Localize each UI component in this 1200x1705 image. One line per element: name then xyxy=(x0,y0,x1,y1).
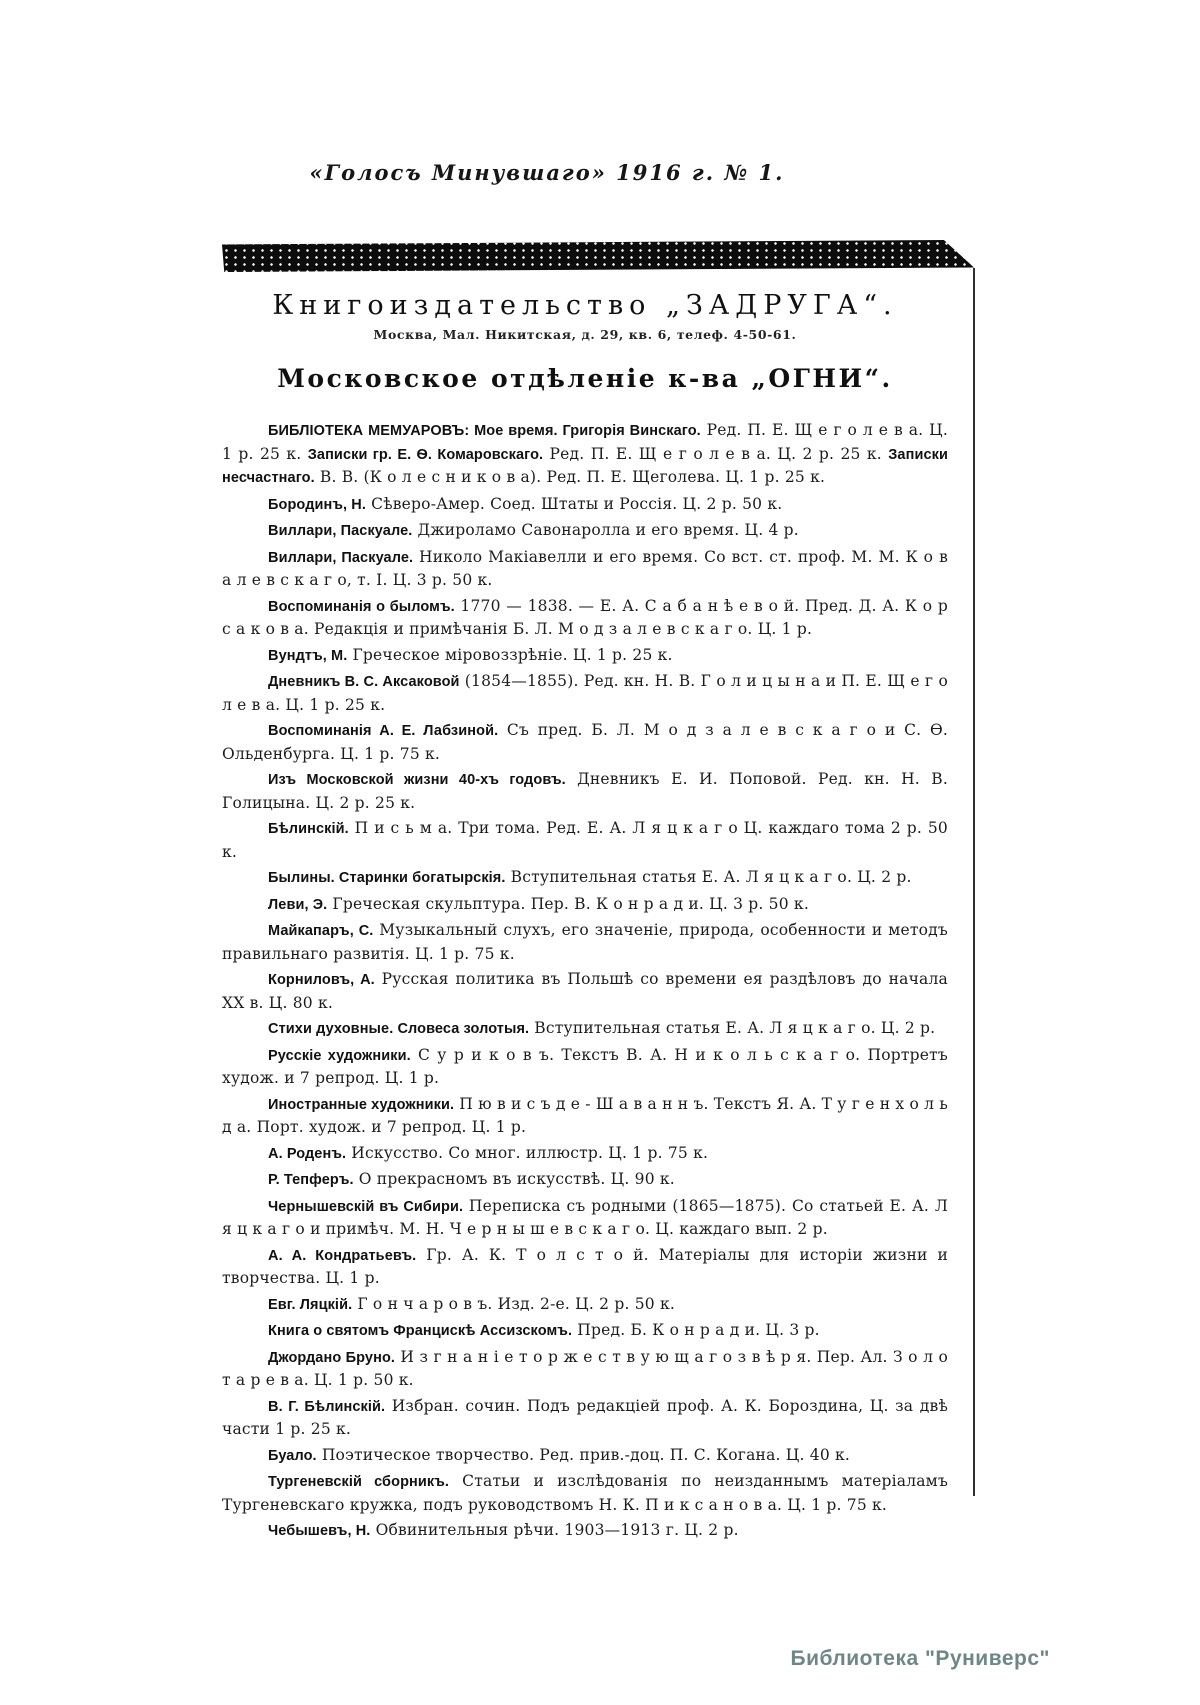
entry-title: Дневникъ В. С. Аксаковой xyxy=(268,674,460,690)
entry-details: Вступительная статья Е. А. Л я ц к а г о. Ц. 2 р. xyxy=(529,1019,936,1037)
catalog-entry xyxy=(222,1044,948,1090)
entry-title: Изъ Московской жизни 40-хъ годовъ. xyxy=(268,772,566,788)
entry-title: Записки гр. Е. Ѳ. Комаровскаго. xyxy=(307,446,544,463)
entry-details: Обвинительныя рѣчи. 1903—1913 г. Ц. 2 р. xyxy=(370,1521,739,1539)
entry-details: Русская политика въ Польшѣ со времени ея раздѣловъ до начала XX в. Ц. 80 к. xyxy=(222,970,948,1012)
entry-title: Бѣлинскій. xyxy=(268,821,349,837)
entry-title: Иностранные художники. xyxy=(268,1096,455,1113)
entry-details: Дневникъ Е. И. Поповой. Ред. кн. Н. В. Голицына. Ц. 2 р. 25 к. xyxy=(222,770,948,812)
entry-title: Бородинъ, Н. xyxy=(268,496,367,513)
section-heading: Московское отдѣленіе к-ва „ОГНИ“. xyxy=(277,364,893,393)
catalog-entry xyxy=(222,670,948,716)
entry-details: Г о н ч а р о в ъ. Изд. 2-е. Ц. 2 р. 50 к. xyxy=(352,1294,675,1313)
entry-details: Музыкальный слухъ, его значеніе, природа, особенности и методъ правильнаго развитія. Ц. 1 р. 75 к. xyxy=(222,921,948,963)
entry-title: Вундтъ, М. xyxy=(268,647,348,664)
catalog-entry xyxy=(222,595,948,641)
entry-title: А. А. Кондратьевъ. xyxy=(268,1247,417,1264)
entry-title: Стихи духовные. Словеса золотыя. xyxy=(268,1021,530,1037)
catalog-entry xyxy=(222,1470,948,1516)
entry-details: П ю в и с ъ д е - Ш а в а н н ъ. Текстъ Я. А. Т у г е н х о л ь д а. Порт. худож. и 7 репрод. Ц. 1 р. xyxy=(222,1094,948,1136)
advertisement-content xyxy=(222,290,948,1546)
entry-title: Р. Тепферъ. xyxy=(268,1172,354,1188)
catalog-entry xyxy=(222,493,948,517)
catalog-entries xyxy=(222,419,948,1543)
catalog-entry xyxy=(222,893,948,917)
entry-details: Николо Макіавелли и его время. Со вст. ст. проф. М. М. К о в а л е в с к а г о, т. I. Ц. 3 р. 50 к. xyxy=(222,547,949,589)
catalog-entry xyxy=(222,817,948,863)
entry-details: Пред. Б. К о н р а д и. Ц. 3 р. xyxy=(572,1321,820,1339)
catalog-entry xyxy=(222,546,948,592)
catalog-entry xyxy=(222,719,948,765)
entry-details: П и с ь м а. Три тома. Ред. Е. А. Л я ц к а г о Ц. каждаго тома 2 р. 50 к. xyxy=(222,819,948,861)
entry-title: Воспоминанія о быломъ. xyxy=(268,598,455,615)
catalog-entry xyxy=(222,1017,948,1041)
catalog-entry xyxy=(222,1195,948,1241)
entry-details: Переписка съ родными (1865—1875). Со статьей Е. А. Л я ц к а г о и примѣч. М. Н. Ч е р н ы ш е в с к а г о. Ц. каждаго вып. 2 р. xyxy=(222,1196,948,1238)
catalog-entry xyxy=(222,768,948,814)
entry-details: Джироламо Савонаролла и его время. Ц. 4 р. xyxy=(412,521,799,539)
entry-details: Искусство. Со мног. иллюстр. Ц. 1 р. 75 к. xyxy=(346,1143,709,1162)
catalog-entry xyxy=(222,968,948,1014)
entry-title: В. Г. Бѣлинскій. xyxy=(268,1398,386,1415)
entry-details: (1854—1855). Ред. кн. Н. В. Г о л и ц ы н а и П. Е. Щ е г о л е в а. Ц. 1 р. 25 к. xyxy=(222,672,949,714)
publisher-address: Москва, Мал. Никитская, д. 29, кв. 6, телеф. 4-50-61. xyxy=(373,327,797,342)
catalog-entry xyxy=(222,866,948,890)
publisher-name-heading: Книгоиздательство „ЗАДРУГА“. xyxy=(272,290,898,321)
catalog-entry xyxy=(222,1244,948,1290)
entry-title: Майкапаръ, С. xyxy=(268,923,374,939)
entry-details: Греческая скульптура. Пер. В. К о н р а д и. Ц. 3 р. 50 к. xyxy=(327,894,809,913)
entry-details: Вступительная статья Е. А. Л я ц к а г о. Ц. 2 р. xyxy=(505,868,912,886)
entry-details: Поэтическое творчество. Ред. прив.-доц. П. С. Когана. Ц. 40 к. xyxy=(316,1445,851,1464)
entry-details: Статьи и изслѣдованія по неизданнымъ матеріаламъ Тургеневскаго кружка, подъ руководствомъ Н. К. П и к с а н о в а. Ц. 1 р. 75 к. xyxy=(222,1472,949,1514)
catalog-entry xyxy=(222,644,948,668)
entry-details: В. В. (К о л е с н и к о в а). Ред. П. Е. Щеголева. Ц. 1 р. 25 к. xyxy=(314,468,826,486)
entry-title: Буало. xyxy=(268,1447,317,1464)
entry-details: И з г н а н і е т о р ж е с т в у ю щ а г о з в ѣ р я. Пер. Ал. З о л о т а р е в а. Ц. 1 р. 50 к. xyxy=(222,1347,949,1389)
catalog-entry xyxy=(222,1293,948,1317)
catalog-entry xyxy=(222,1444,948,1468)
entry-title: Русскіе художники. xyxy=(268,1047,411,1064)
entry-title: Записки несчастнаго. xyxy=(222,446,948,486)
entry-details: Ред. П. Е. Щ е г о л е в а. Ц. 2 р. 25 к. xyxy=(543,444,889,463)
catalog-entry xyxy=(222,1093,948,1139)
entry-title: Былины. Старинки богатырскія. xyxy=(268,870,506,886)
catalog-entry xyxy=(222,519,948,543)
entry-details: Ред. П. Е. Щ е г о л е в а. Ц. 1 р. 25 к. xyxy=(222,421,948,463)
catalog-entry xyxy=(222,919,948,965)
catalog-entry xyxy=(222,1168,948,1192)
entry-title: Леви, Э. xyxy=(268,896,328,913)
journal-issue-header: «Голосъ Минувшаго» 1916 г. № 1. xyxy=(309,160,785,185)
entry-title: Джордано Бруно. xyxy=(268,1349,396,1366)
entry-title: Воспоминанія А. Е. Лабзиной. xyxy=(268,723,499,739)
entry-title: БИБЛІОТЕКА МЕМУАРОВЪ: Мое время. Григорія Винскаго. xyxy=(268,423,701,439)
entry-details: Греческое міровоззрѣніе. Ц. 1 р. 25 к. xyxy=(347,645,673,664)
catalog-entry xyxy=(222,1395,948,1441)
page-edge-line xyxy=(973,268,975,1496)
decorative-halftone-bar xyxy=(222,240,974,272)
entry-title: Виллари, Паскуале. xyxy=(268,549,414,566)
entry-title: Корниловъ, А. xyxy=(268,972,375,988)
entry-details: О прекрасномъ въ искусствѣ. Ц. 90 к. xyxy=(353,1170,675,1188)
entry-details: 1770 — 1838. — Е. А. С а б а н ѣ е в о й. Пред. Д. А. К о р с а к о в а. Редакція и примѣчанія Б. Л. М о д з а л е в с к а г о. Ц. 1 р. xyxy=(222,596,948,638)
entry-title: Евг. Ляцкій. xyxy=(268,1296,353,1313)
catalog-entry xyxy=(222,419,948,490)
entry-details: Избран. сочин. Подъ редакціей проф. А. К. Бороздина, Ц. за двѣ части 1 р. 25 к. xyxy=(222,1396,948,1438)
entry-title: Виллари, Паскуале. xyxy=(268,523,413,539)
entry-title: А. Роденъ. xyxy=(268,1145,347,1162)
catalog-entry xyxy=(222,1346,948,1392)
entry-details: Гр. А. К. Т о л с т о й. Матеріалы для исторіи жизни и творчества. Ц. 1 р. xyxy=(222,1245,948,1287)
catalog-entry xyxy=(222,1142,948,1166)
entry-title: Книга о святомъ Францискѣ Ассизскомъ. xyxy=(268,1323,573,1339)
entry-details: Съ пред. Б. Л. М о д з а л е в с к а г о и С. Ѳ. Ольденбурга. Ц. 1 р. 75 к. xyxy=(222,721,948,763)
entry-details: С у р и к о в ъ. Текстъ В. А. Н и к о л ь с к а г о. Портретъ худож. и 7 репрод. Ц. 1 р. xyxy=(222,1045,948,1087)
entry-title: Тургеневскій сборникъ. xyxy=(268,1474,450,1490)
entry-details: Сѣверо-Амер. Соед. Штаты и Россія. Ц. 2 р. 50 к. xyxy=(366,494,783,513)
entry-title: Чернышевскій въ Сибири. xyxy=(268,1198,464,1215)
runivers-watermark: Библиотека "Руниверс" xyxy=(790,1647,1050,1670)
entry-title: Чебышевъ, Н. xyxy=(268,1523,371,1539)
catalog-entry xyxy=(222,1519,948,1543)
catalog-entry xyxy=(222,1319,948,1343)
